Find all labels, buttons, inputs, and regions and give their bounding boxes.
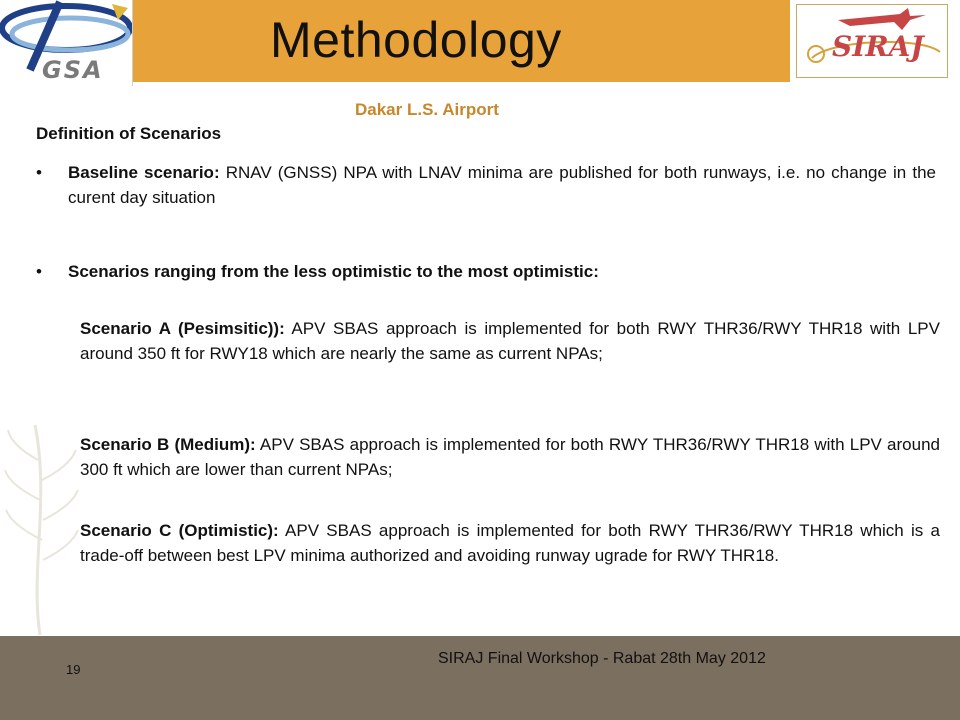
siraj-logo [790,0,960,82]
scenario-c-label: Scenario C (Optimistic): [80,521,279,540]
scenario-c-text: APV SBAS approach is implemented for both RWY THR36/RWY THR18 which is a trade-off between best LPV minima authorized and avoiding runway ugrade for RWY THR18. [80,521,940,565]
scenario-a-label: Scenario A (Pesimsitic)): [80,319,285,338]
bullet-scenarios-label: Scenarios ranging from the less optimistic to the most optimistic: [68,262,599,281]
bullet-dot: • [36,163,42,182]
bullet-dot: • [36,262,42,281]
gsa-logo [0,0,133,86]
scenario-b-label: Scenario B (Medium): [80,435,256,454]
scenario-c [80,518,940,568]
footer-event: SIRAJ Final Workshop - Rabat 28th May 2012 [438,650,766,667]
bullet-scenarios-range [36,259,936,284]
wheat-watermark-icon [0,420,90,640]
page-number: 19 [66,662,81,677]
bullet-baseline-label: Baseline scenario: [68,163,220,182]
bullet-baseline-text: RNAV (GNSS) NPA with LNAV minima are published for both runways, i.e. no change in the curent day situation [68,163,936,207]
footer-bar [0,636,960,720]
bullet-baseline [36,160,936,210]
scenario-a-text: APV SBAS approach is implemented for both RWY THR36/RWY THR18 with LPV around 350 ft for RWY18 which are nearly the same as current NPAs; [80,319,940,363]
airport-subtitle: Dakar L.S. Airport [355,100,499,119]
section-title: Definition of Scenarios [36,124,222,143]
slide-title: Methodology [270,12,562,68]
scenario-b-text: APV SBAS approach is implemented for both RWY THR36/RWY THR18 with LPV around 300 ft which are lower than current NPAs; [80,435,940,479]
scenario-a [80,316,940,366]
siraj-logo-text: SIRAJ [832,30,924,63]
gsa-logo-text: GSA [42,56,104,84]
scenario-b [80,432,940,482]
